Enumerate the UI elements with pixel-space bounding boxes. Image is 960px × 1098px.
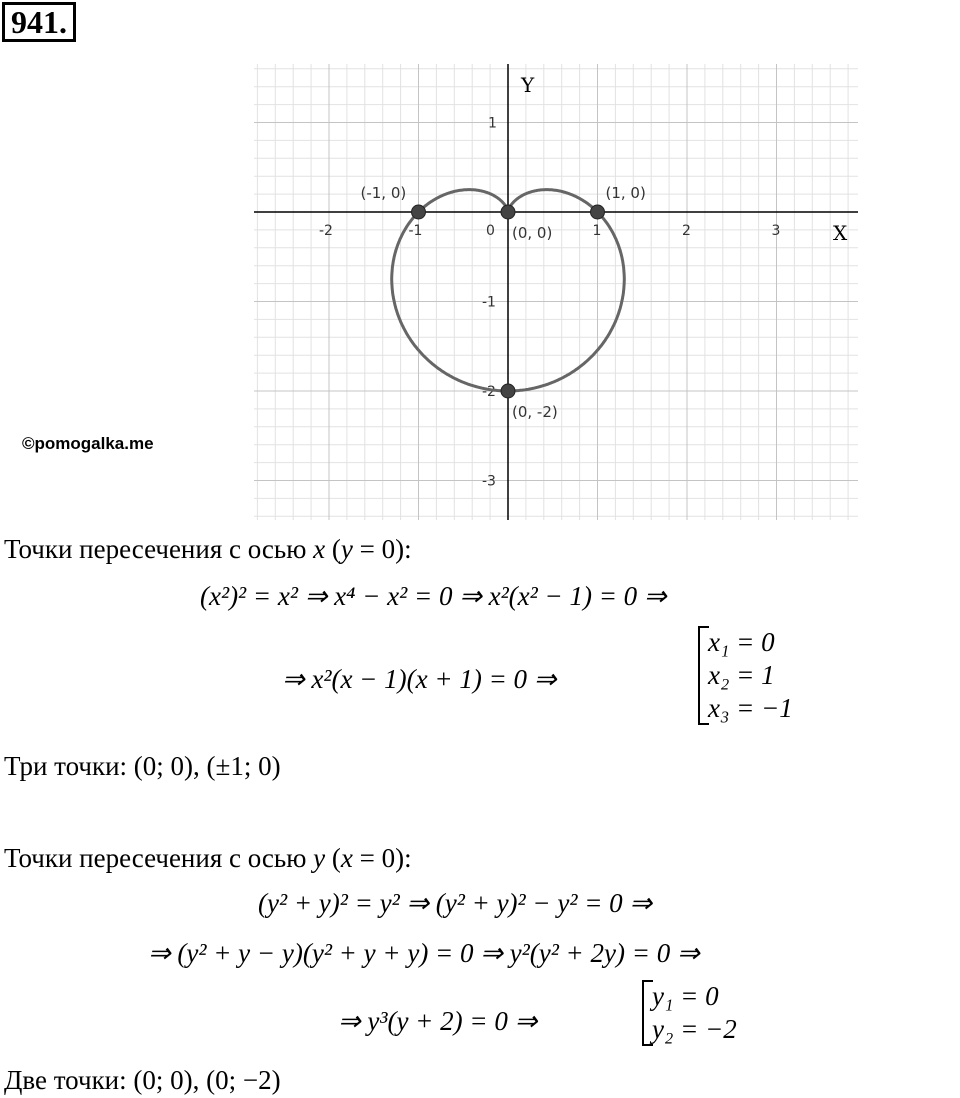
x-tick-label: 0 <box>486 223 495 239</box>
x-tick-label: 2 <box>682 223 691 239</box>
axes <box>254 64 858 520</box>
x-system <box>698 626 793 725</box>
y-system <box>642 980 737 1046</box>
y-tick-label: -1 <box>482 294 496 311</box>
point-marker <box>412 205 426 219</box>
y-result: Две точки: (0; 0), (0; −2) <box>4 1065 281 1095</box>
y-equation-3: ⇒ y³(y + 2) = 0 ⇒ <box>338 1006 538 1036</box>
y-tick-label: 1 <box>488 115 497 132</box>
point-label: (0, -2) <box>512 403 558 421</box>
y-axis-label: Y <box>521 73 535 97</box>
x-axis-label: X <box>833 221 848 245</box>
problem-number: 941. <box>2 2 76 42</box>
x-system-row-1: x₁ = 0 <box>708 627 775 657</box>
y-tick-label: -3 <box>482 473 496 490</box>
point-label: (0, 0) <box>512 224 553 242</box>
point-label: (1, 0) <box>605 184 646 202</box>
y-equation-2: ⇒ (y² + y − y)(y² + y + y) = 0 ⇒ y²(y² + 2y) = 0 ⇒ <box>148 938 700 968</box>
x-result: Три точки: (0; 0), (±1; 0) <box>4 751 281 781</box>
watermark: ©pomogalka.me <box>22 434 154 453</box>
x-system-row-2: x₂ = 1 <box>708 660 775 690</box>
x-tick-label: -2 <box>319 223 333 239</box>
y-heading: Точки пересечения с осью y (x = 0): <box>4 843 412 873</box>
y-equation-1: (y² + y)² = y² ⇒ (y² + y)² − y² = 0 ⇒ <box>258 888 653 918</box>
y-tick-label: -2 <box>482 384 496 400</box>
x-equation-2: ⇒ x²(x − 1)(x + 1) = 0 ⇒ <box>282 664 557 694</box>
point-marker <box>501 384 515 398</box>
x-system-row-3: x₃ = −1 <box>708 693 793 723</box>
x-tick-label: 3 <box>771 223 781 239</box>
tick-labels <box>319 116 780 490</box>
point-marker <box>591 205 605 219</box>
grid-minor <box>254 64 858 520</box>
point-label: (-1, 0) <box>360 184 407 202</box>
x-tick-label: 1 <box>592 223 602 239</box>
y-system-row-2: y₂ = −2 <box>652 1014 737 1044</box>
y-system-row-1: y₁ = 0 <box>652 981 719 1011</box>
x-heading: Точки пересечения с осью x (y = 0): <box>4 534 412 564</box>
x-equation-1: (x²)² = x² ⇒ x⁴ − x² = 0 ⇒ x²(x² − 1) = 0 ⇒ <box>200 581 667 611</box>
x-tick-label: -1 <box>408 223 423 239</box>
grid-major <box>254 64 858 520</box>
point-marker <box>501 205 515 219</box>
